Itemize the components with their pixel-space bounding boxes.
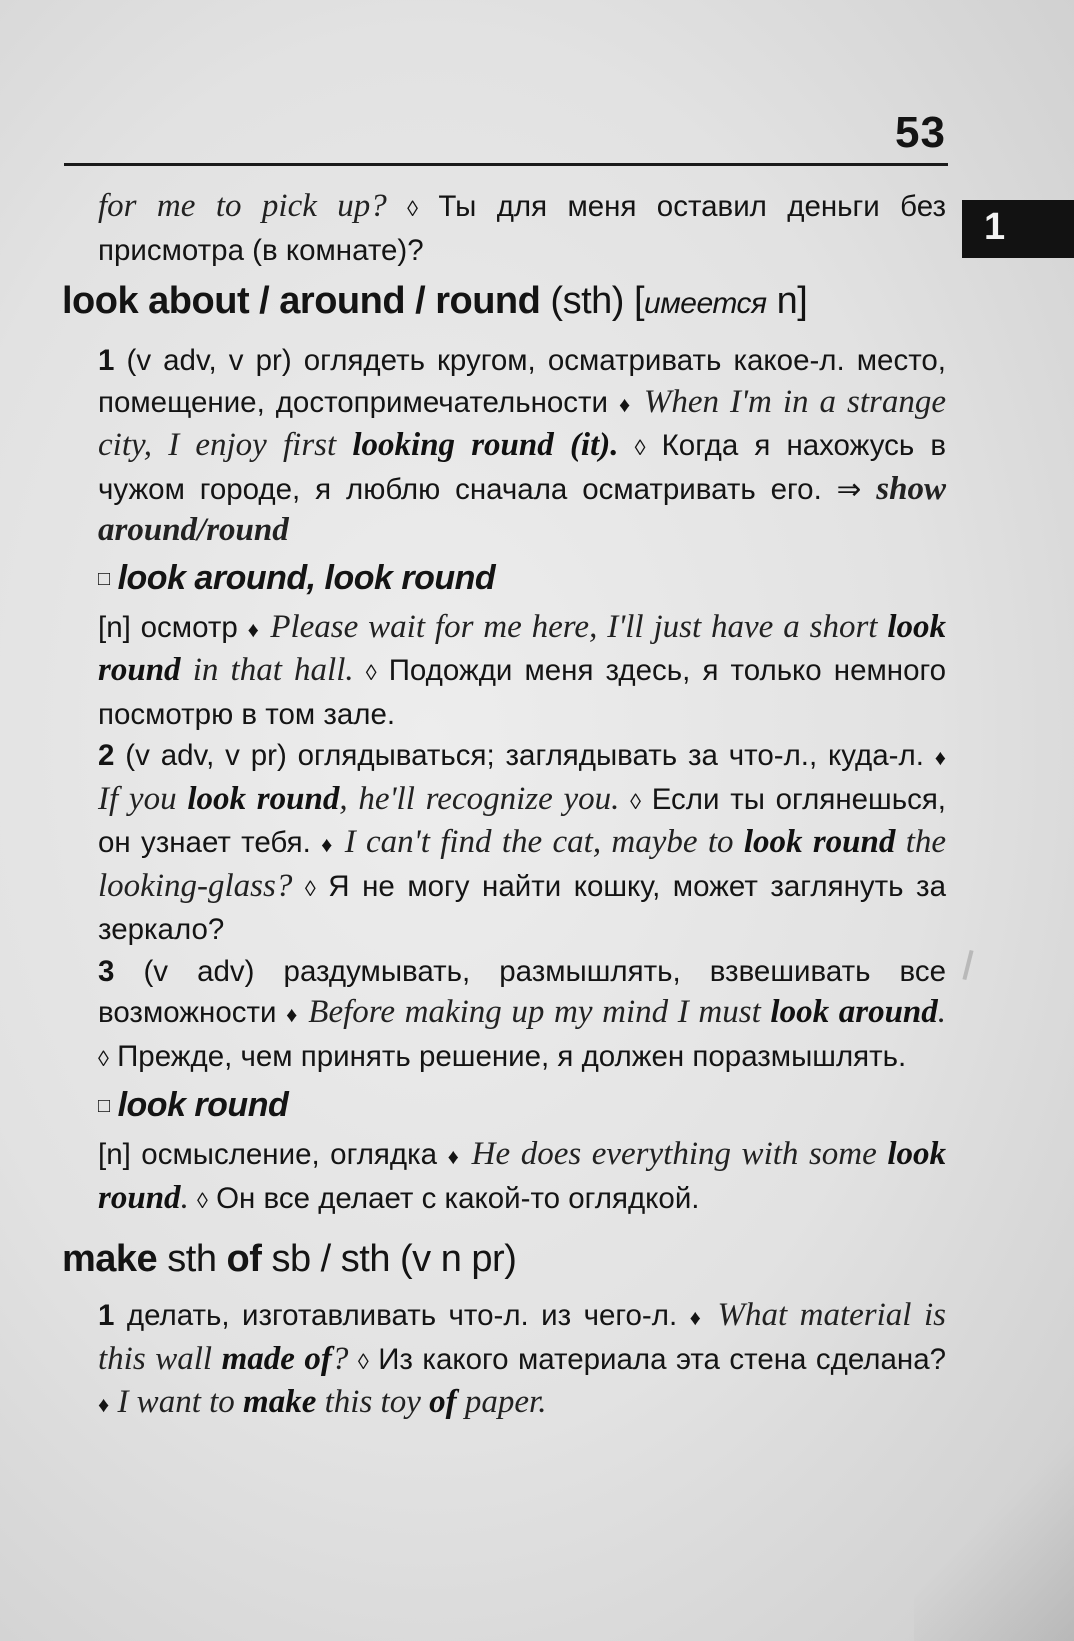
headword-make-of (62, 1231, 948, 1287)
example-text: for me to pick up? (98, 188, 387, 224)
section-tab-number: 1 (984, 206, 1006, 248)
square-icon: □ (98, 567, 110, 590)
sense-definition: (v adv, v pr) оглядываться; заглядывать за что-л., куда-л. (125, 739, 924, 772)
sense-definition: делать, изготавливать что-л. из чего-л. (126, 1299, 678, 1332)
sense-definition: (v adv, v pr) оглядеть кругом, осматривать какое-л. место, помещение, достопримечательности (98, 344, 946, 419)
subentry-title: look around, look round (117, 558, 496, 597)
example: I can't find the cat, maybe to look round the looking-glass? (98, 824, 947, 904)
headword-bold: look about / around / round (62, 280, 541, 322)
diamond-icon: ♦ (98, 1392, 110, 1417)
diamond-icon: ♦ (286, 1002, 299, 1027)
sense-number: 3 (98, 954, 115, 988)
lozenge-icon: ◊ (365, 660, 377, 685)
continued-example (98, 186, 948, 271)
lozenge-icon: ◊ (630, 788, 641, 814)
dictionary-content (62, 186, 948, 1426)
lozenge-icon: ◊ (407, 196, 419, 221)
cross-reference: show around/round (98, 470, 946, 548)
subentry-body (98, 1134, 948, 1221)
headword-object: sth (167, 1238, 217, 1280)
subentry-body (98, 607, 948, 736)
translation: Ты для меня оставил деньги без присмотра (в комнате)? (98, 190, 946, 267)
diamond-icon: ♦ (618, 391, 633, 417)
translation: Прежде, чем принять решение, я должен поразмышлять. (117, 1039, 907, 1073)
sense-number: 1 (98, 344, 115, 377)
translation: Подожди меня здесь, я только немного посмотрю в том зале. (98, 654, 946, 731)
translation: Он все делает с какой-то оглядкой. (216, 1181, 700, 1215)
subentry-look-round (98, 1081, 948, 1134)
sense-3 (98, 951, 948, 1080)
lozenge-icon: ◊ (197, 1187, 208, 1213)
sense-1 (98, 1295, 948, 1426)
example: Please wait for me here, I'll just have a short look round in that hall. (98, 608, 947, 688)
lozenge-icon: ◊ (357, 1348, 369, 1374)
sense-1 (98, 340, 948, 552)
example: What material is this wall made of? (98, 1297, 946, 1377)
lozenge-icon: ◊ (634, 435, 646, 460)
example: When I'm in a strange city, I enjoy first looking round (it). (98, 383, 946, 463)
lozenge-icon: ◊ (98, 1045, 109, 1071)
header-rule (64, 163, 948, 166)
example: He does everything with some look round. (98, 1136, 947, 1216)
grammar-definition: [n] осмысление, оглядка (98, 1138, 438, 1171)
headword-verb: make (62, 1238, 158, 1280)
translation: Когда я нахожусь в чужом городе, я люблю сначала осматривать его. (98, 429, 947, 506)
section-thumb-tab (962, 200, 1074, 258)
example: I want to make this toy of paper. (117, 1384, 547, 1420)
headword-particle: of (226, 1238, 262, 1280)
translation: Из какого материала эта стена сделана? (378, 1342, 947, 1376)
sense-number: 2 (98, 739, 115, 772)
example: If you look round, he'll recognize you. (98, 780, 620, 817)
arrow-icon: ⇒ (836, 472, 862, 506)
headword-note: [имеется n] (633, 280, 808, 322)
translation: Я не могу найти кошку, может заглянуть за зеркало? (98, 869, 946, 946)
diamond-icon: ♦ (247, 616, 261, 642)
diamond-icon: ♦ (447, 1144, 462, 1169)
diamond-icon: ♦ (321, 832, 335, 857)
sense-number: 1 (98, 1299, 115, 1332)
translation: Если ты оглянешься, он узнает тебя. (98, 782, 946, 859)
example: Before making up my mind I must look around. (308, 994, 947, 1030)
subentry-look-around (98, 554, 948, 607)
grammar-definition: [n] осмотр (98, 610, 238, 644)
headword-look-about (62, 273, 948, 332)
square-icon: □ (98, 1095, 110, 1117)
sense-2 (98, 735, 948, 951)
lozenge-icon: ◊ (304, 875, 316, 901)
diamond-icon: ♦ (689, 1305, 706, 1330)
diamond-icon: ♦ (934, 745, 946, 770)
headword-object: (sth) (550, 280, 624, 322)
sense-definition: (v adv) раздумывать, размышлять, взвешивать все возможности (98, 954, 947, 1029)
page-number: 53 (895, 108, 946, 157)
headword-pattern: sb / sth (v n pr) (271, 1238, 517, 1280)
subentry-title: look round (117, 1086, 289, 1124)
